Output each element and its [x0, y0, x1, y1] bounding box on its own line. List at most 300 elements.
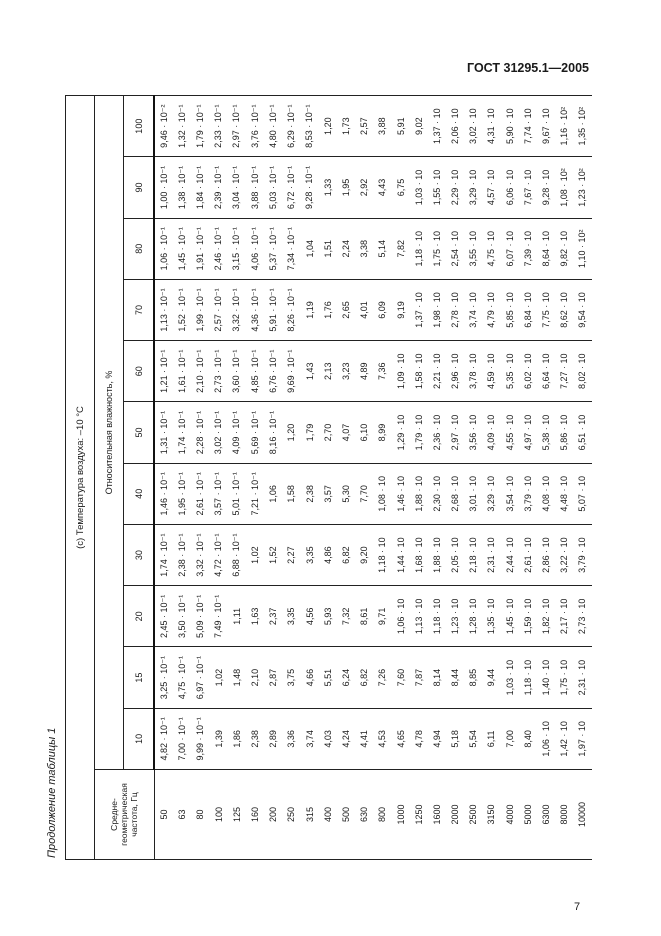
attenuation-cell: 8,85	[464, 647, 482, 708]
table-row	[301, 96, 319, 860]
attenuation-cell: 3,56 · 10	[464, 402, 482, 463]
frequency-cell: 125	[228, 770, 246, 860]
attenuation-cell: 7,32	[337, 586, 355, 647]
attenuation-cell: 2,57 · 10⁻¹	[210, 279, 228, 340]
attenuation-cell: 3,74 · 10	[464, 279, 482, 340]
attenuation-cell: 8,14	[428, 647, 446, 708]
attenuation-cell: 1,59 · 10	[519, 586, 537, 647]
attenuation-cell: 1,88 · 10	[428, 524, 446, 585]
table-row	[228, 96, 246, 860]
attenuation-cell: 1,31 · 10⁻¹	[154, 402, 173, 463]
attenuation-cell: 1,46 · 10⁻¹	[154, 463, 173, 524]
attenuation-cell: 1,74 · 10⁻¹	[154, 524, 173, 585]
attenuation-cell: 4,09 · 10⁻¹	[228, 402, 246, 463]
attenuation-cell: 1,79	[301, 402, 319, 463]
frequency-cell: 63	[173, 770, 191, 860]
attenuation-cell: 1,52	[264, 524, 282, 585]
attenuation-cell: 5,90 · 10	[501, 96, 519, 157]
attenuation-cell: 6,76 · 10⁻¹	[264, 341, 282, 402]
attenuation-cell: 6,10	[355, 402, 373, 463]
attenuation-cell: 5,35 · 10	[501, 341, 519, 402]
attenuation-cell: 4,31 · 10	[482, 96, 500, 157]
table-row	[555, 96, 573, 860]
attenuation-cell: 1,06 · 10⁻¹	[154, 218, 173, 279]
attenuation-cell: 1,95	[337, 157, 355, 218]
attenuation-cell: 7,49 · 10⁻¹	[210, 586, 228, 647]
attenuation-cell: 1,75 · 10	[555, 647, 573, 708]
frequency-cell: 50	[154, 770, 173, 860]
frequency-cell: 3150	[482, 770, 500, 860]
attenuation-cell: 1,06	[264, 463, 282, 524]
attenuation-cell: 2,38	[246, 708, 264, 769]
attenuation-cell: 9,44	[482, 647, 500, 708]
attenuation-cell: 4,94	[428, 708, 446, 769]
attenuation-cell: 2,05 · 10	[446, 524, 464, 585]
attenuation-cell: 1,18 · 10	[428, 586, 446, 647]
attenuation-cell: 1,13 · 10⁻¹	[154, 279, 173, 340]
attenuation-cell: 3,32 · 10⁻¹	[191, 524, 209, 585]
attenuation-cell: 1,23 · 10	[446, 586, 464, 647]
attenuation-cell: 1,88 · 10	[410, 463, 428, 524]
attenuation-cell: 4,79 · 10	[482, 279, 500, 340]
attenuation-cell: 2,44 · 10	[501, 524, 519, 585]
table-row	[501, 96, 519, 860]
attenuation-cell: 1,20	[319, 96, 337, 157]
attenuation-cell: 1,75 · 10	[428, 218, 446, 279]
attenuation-cell: 3,35	[301, 524, 319, 585]
table-row	[410, 96, 428, 860]
attenuation-cell: 2,97 · 10⁻¹	[228, 96, 246, 157]
attenuation-cell: 2,86 · 10	[537, 524, 555, 585]
attenuation-cell: 3,57 · 10⁻¹	[210, 463, 228, 524]
attenuation-cell: 8,02 · 10	[573, 341, 591, 402]
attenuation-cell: 2,61 · 10	[519, 524, 537, 585]
attenuation-cell: 8,61	[355, 586, 373, 647]
attenuation-cell: 1,08 · 10²	[555, 157, 573, 218]
attenuation-cell: 3,88	[373, 96, 391, 157]
attenuation-cell: 4,72 · 10⁻¹	[210, 524, 228, 585]
attenuation-cell: 4,06 · 10⁻¹	[246, 218, 264, 279]
attenuation-cell: 4,48 · 10	[555, 463, 573, 524]
attenuation-cell: 1,08 · 10	[373, 463, 391, 524]
frequency-cell: 2500	[464, 770, 482, 860]
table-body	[154, 96, 592, 860]
attenuation-cell: 1,21 · 10⁻¹	[154, 341, 173, 402]
attenuation-cell: 8,53 · 10⁻¹	[301, 96, 319, 157]
humidity-header: Относительная влажность, %	[95, 96, 124, 770]
attenuation-cell: 3,54 · 10	[501, 463, 519, 524]
attenuation-cell: 1,16 · 10²	[555, 96, 573, 157]
attenuation-cell: 8,26 · 10⁻¹	[282, 279, 300, 340]
attenuation-cell: 3,76 · 10⁻¹	[246, 96, 264, 157]
attenuation-cell: 1,39	[210, 708, 228, 769]
attenuation-cell: 9,02	[410, 96, 428, 157]
attenuation-cell: 1,55 · 10	[428, 157, 446, 218]
attenuation-cell: 4,86	[319, 524, 337, 585]
attenuation-cell: 1,37 · 10	[410, 279, 428, 340]
attenuation-cell: 2,96 · 10	[446, 341, 464, 402]
attenuation-cell: 1,58 · 10	[410, 341, 428, 402]
attenuation-cell: 3,74	[301, 708, 319, 769]
attenuation-cell: 7,74 · 10	[519, 96, 537, 157]
frequency-cell: 315	[301, 770, 319, 860]
attenuation-cell: 9,99 · 10⁻¹	[191, 708, 209, 769]
attenuation-cell: 1,68 · 10	[410, 524, 428, 585]
attenuation-cell: 2,31 · 10	[573, 647, 591, 708]
attenuation-cell: 9,71	[373, 586, 391, 647]
attenuation-cell: 1,74 · 10⁻¹	[173, 402, 191, 463]
attenuation-cell: 4,75 · 10⁻¹	[173, 647, 191, 708]
attenuation-cell: 8,64 · 10	[537, 218, 555, 279]
attenuation-cell: 5,30	[337, 463, 355, 524]
attenuation-cell: 5,91 · 10⁻¹	[264, 279, 282, 340]
attenuation-cell: 4,55 · 10	[501, 402, 519, 463]
attenuation-table	[65, 95, 592, 860]
attenuation-cell: 7,82	[391, 218, 409, 279]
attenuation-cell: 2,92	[355, 157, 373, 218]
attenuation-cell: 6,88 · 10⁻¹	[228, 524, 246, 585]
humidity-level-header: 15	[124, 647, 155, 708]
attenuation-cell: 4,75 · 10	[482, 218, 500, 279]
attenuation-cell: 3,60 · 10⁻¹	[228, 341, 246, 402]
attenuation-cell: 2,30 · 10	[428, 463, 446, 524]
attenuation-cell: 7,34 · 10⁻¹	[282, 218, 300, 279]
attenuation-cell: 6,51 · 10	[573, 402, 591, 463]
attenuation-cell: 1,98 · 10	[428, 279, 446, 340]
attenuation-cell: 4,78	[410, 708, 428, 769]
attenuation-cell: 2,70	[319, 402, 337, 463]
frequency-cell: 500	[337, 770, 355, 860]
attenuation-cell: 2,10	[246, 647, 264, 708]
humidity-levels-row	[124, 96, 155, 860]
attenuation-cell: 5,51	[319, 647, 337, 708]
frequency-cell: 630	[355, 770, 373, 860]
attenuation-cell: 3,50 · 10⁻¹	[173, 586, 191, 647]
frequency-cell: 400	[319, 770, 337, 860]
frequency-cell: 200	[264, 770, 282, 860]
attenuation-cell: 2,39 · 10⁻¹	[210, 157, 228, 218]
attenuation-cell: 1,11	[228, 586, 246, 647]
attenuation-cell: 2,36 · 10	[428, 402, 446, 463]
frequency-cell: 10000	[573, 770, 591, 860]
table-row	[391, 96, 409, 860]
frequency-cell: 1250	[410, 770, 428, 860]
attenuation-cell: 4,80 · 10⁻¹	[264, 96, 282, 157]
attenuation-cell: 6,09	[373, 279, 391, 340]
attenuation-cell: 1,37 · 10	[428, 96, 446, 157]
attenuation-cell: 1,18 · 10	[373, 524, 391, 585]
attenuation-cell: 7,60	[391, 647, 409, 708]
attenuation-cell: 1,23 · 10²	[573, 157, 591, 218]
attenuation-cell: 6,82	[337, 524, 355, 585]
frequency-cell: 6300	[537, 770, 555, 860]
attenuation-cell: 5,07 · 10	[573, 463, 591, 524]
attenuation-cell: 2,97 · 10	[446, 402, 464, 463]
attenuation-cell: 4,85 · 10⁻¹	[246, 341, 264, 402]
attenuation-cell: 6,72 · 10⁻¹	[282, 157, 300, 218]
frequency-cell: 160	[246, 770, 264, 860]
attenuation-cell: 3,55 · 10	[464, 218, 482, 279]
attenuation-cell: 3,88 · 10⁻¹	[246, 157, 264, 218]
attenuation-cell: 1,19	[301, 279, 319, 340]
attenuation-cell: 2,38 · 10⁻¹	[173, 524, 191, 585]
table-row	[519, 96, 537, 860]
attenuation-cell: 9,28 · 10⁻¹	[301, 157, 319, 218]
attenuation-cell: 9,54 · 10	[573, 279, 591, 340]
frequency-cell: 1000	[391, 770, 409, 860]
attenuation-cell: 1,29 · 10	[391, 402, 409, 463]
attenuation-cell: 2,28 · 10⁻¹	[191, 402, 209, 463]
attenuation-cell: 9,69 · 10⁻¹	[282, 341, 300, 402]
attenuation-cell: 7,00 · 10⁻¹	[173, 708, 191, 769]
attenuation-cell: 6,29 · 10⁻¹	[282, 96, 300, 157]
attenuation-cell: 2,38	[301, 463, 319, 524]
attenuation-cell: 3,36	[282, 708, 300, 769]
attenuation-cell: 1,51	[319, 218, 337, 279]
humidity-level-header: 100	[124, 96, 155, 157]
attenuation-cell: 2,78 · 10	[446, 279, 464, 340]
attenuation-cell: 1,84 · 10⁻¹	[191, 157, 209, 218]
attenuation-cell: 7,67 · 10	[519, 157, 537, 218]
attenuation-cell: 1,03 · 10	[410, 157, 428, 218]
attenuation-cell: 2,73 · 10⁻¹	[210, 341, 228, 402]
page-number: 7	[574, 901, 581, 913]
attenuation-cell: 8,16 · 10⁻¹	[264, 402, 282, 463]
attenuation-cell: 4,36 · 10⁻¹	[246, 279, 264, 340]
attenuation-cell: 9,19	[391, 279, 409, 340]
attenuation-cell: 9,67 · 10	[537, 96, 555, 157]
attenuation-cell: 4,57 · 10	[482, 157, 500, 218]
attenuation-cell: 6,02 · 10	[519, 341, 537, 402]
table-row	[573, 96, 591, 860]
frequency-header: Средне-геометрическая частота, Гц	[95, 770, 155, 860]
attenuation-cell: 3,29 · 10	[482, 463, 500, 524]
attenuation-cell: 1,35 · 10	[482, 586, 500, 647]
attenuation-cell: 6,64 · 10	[537, 341, 555, 402]
frequency-cell: 5000	[519, 770, 537, 860]
attenuation-cell: 3,78 · 10	[464, 341, 482, 402]
attenuation-cell: 7,27 · 10	[555, 341, 573, 402]
attenuation-cell: 2,46 · 10⁻¹	[210, 218, 228, 279]
attenuation-cell: 3,15 · 10⁻¹	[228, 218, 246, 279]
attenuation-cell: 1,44 · 10	[391, 524, 409, 585]
attenuation-cell: 9,28 · 10	[537, 157, 555, 218]
attenuation-cell: 1,04	[301, 218, 319, 279]
table-row	[282, 96, 300, 860]
attenuation-cell: 5,69 · 10⁻¹	[246, 402, 264, 463]
frequency-cell: 250	[282, 770, 300, 860]
table-row	[154, 96, 173, 860]
attenuation-cell: 1,95 · 10⁻¹	[173, 463, 191, 524]
attenuation-cell: 8,62 · 10	[555, 279, 573, 340]
attenuation-cell: 9,46 · 10⁻²	[154, 96, 173, 157]
attenuation-cell: 7,36	[373, 341, 391, 402]
attenuation-cell: 3,79 · 10	[573, 524, 591, 585]
attenuation-cell: 2,68 · 10	[446, 463, 464, 524]
attenuation-cell: 1,18 · 10	[410, 218, 428, 279]
attenuation-cell: 1,38 · 10⁻¹	[173, 157, 191, 218]
attenuation-cell: 4,89	[355, 341, 373, 402]
table-row	[464, 96, 482, 860]
attenuation-cell: 3,23	[337, 341, 355, 402]
attenuation-cell: 1,82 · 10	[537, 586, 555, 647]
attenuation-cell: 1,76	[319, 279, 337, 340]
attenuation-cell: 5,09 · 10⁻¹	[191, 586, 209, 647]
humidity-level-header: 80	[124, 218, 155, 279]
attenuation-cell: 2,21 · 10	[428, 341, 446, 402]
frequency-cell: 800	[373, 770, 391, 860]
attenuation-cell: 7,00	[501, 708, 519, 769]
attenuation-cell: 4,24	[337, 708, 355, 769]
attenuation-cell: 1,09 · 10	[391, 341, 409, 402]
attenuation-cell: 1,45 · 10⁻¹	[173, 218, 191, 279]
frequency-cell: 2000	[446, 770, 464, 860]
attenuation-cell: 2,45 · 10⁻¹	[154, 586, 173, 647]
attenuation-cell: 5,01 · 10⁻¹	[228, 463, 246, 524]
attenuation-cell: 3,29 · 10	[464, 157, 482, 218]
attenuation-cell: 4,66	[301, 647, 319, 708]
attenuation-cell: 7,39 · 10	[519, 218, 537, 279]
attenuation-cell: 3,79 · 10	[519, 463, 537, 524]
attenuation-cell: 6,06 · 10	[501, 157, 519, 218]
attenuation-cell: 1,86	[228, 708, 246, 769]
attenuation-cell: 1,58	[282, 463, 300, 524]
attenuation-cell: 4,03	[319, 708, 337, 769]
attenuation-cell: 2,24	[337, 218, 355, 279]
attenuation-cell: 1,40 · 10	[537, 647, 555, 708]
humidity-level-header: 20	[124, 586, 155, 647]
attenuation-cell: 1,06 · 10	[537, 708, 555, 769]
attenuation-cell: 1,99 · 10⁻¹	[191, 279, 209, 340]
attenuation-cell: 1,33	[319, 157, 337, 218]
attenuation-cell: 1,43	[301, 341, 319, 402]
attenuation-cell: 3,75	[282, 647, 300, 708]
table-row	[246, 96, 264, 860]
attenuation-cell: 3,35	[282, 586, 300, 647]
attenuation-cell: 1,45 · 10	[501, 586, 519, 647]
attenuation-cell: 7,87	[410, 647, 428, 708]
attenuation-cell: 1,48	[228, 647, 246, 708]
attenuation-cell: 2,27	[282, 524, 300, 585]
humidity-level-header: 70	[124, 279, 155, 340]
attenuation-cell: 8,40	[519, 708, 537, 769]
frequency-cell: 8000	[555, 770, 573, 860]
attenuation-cell: 1,02	[210, 647, 228, 708]
table-row	[482, 96, 500, 860]
attenuation-cell: 1,46 · 10	[391, 463, 409, 524]
attenuation-cell: 2,61 · 10⁻¹	[191, 463, 209, 524]
rotated-table-block	[40, 95, 592, 860]
attenuation-cell: 9,82 · 10	[555, 218, 573, 279]
attenuation-cell: 4,07	[337, 402, 355, 463]
attenuation-cell: 3,57	[319, 463, 337, 524]
attenuation-cell: 4,08 · 10	[537, 463, 555, 524]
attenuation-cell: 1,97 · 10	[573, 708, 591, 769]
attenuation-cell: 7,21 · 10⁻¹	[246, 463, 264, 524]
table-row	[373, 96, 391, 860]
attenuation-cell: 1,06 · 10	[391, 586, 409, 647]
attenuation-cell: 7,70	[355, 463, 373, 524]
attenuation-cell: 1,02	[246, 524, 264, 585]
attenuation-cell: 1,32 · 10⁻¹	[173, 96, 191, 157]
table-caption: Продолжение таблицы 1	[46, 727, 58, 858]
attenuation-cell: 2,87	[264, 647, 282, 708]
table-row	[264, 96, 282, 860]
attenuation-cell: 1,73	[337, 96, 355, 157]
attenuation-cell: 2,18 · 10	[464, 524, 482, 585]
attenuation-cell: 4,41	[355, 708, 373, 769]
attenuation-cell: 5,14	[373, 218, 391, 279]
attenuation-cell: 3,38	[355, 218, 373, 279]
humidity-level-header: 50	[124, 402, 155, 463]
attenuation-cell: 5,91	[391, 96, 409, 157]
attenuation-cell: 6,07 · 10	[501, 218, 519, 279]
attenuation-cell: 7,75 · 10	[537, 279, 555, 340]
attenuation-cell: 4,65	[391, 708, 409, 769]
table-row	[210, 96, 228, 860]
attenuation-cell: 5,18	[446, 708, 464, 769]
attenuation-cell: 4,53	[373, 708, 391, 769]
table-row	[355, 96, 373, 860]
attenuation-cell: 1,20	[282, 402, 300, 463]
attenuation-cell: 3,01 · 10	[464, 463, 482, 524]
attenuation-cell: 4,43	[373, 157, 391, 218]
attenuation-cell: 6,75	[391, 157, 409, 218]
attenuation-cell: 5,85 · 10	[501, 279, 519, 340]
attenuation-cell: 6,84 · 10	[519, 279, 537, 340]
attenuation-cell: 2,54 · 10	[446, 218, 464, 279]
attenuation-cell: 8,44	[446, 647, 464, 708]
attenuation-cell: 6,82	[355, 647, 373, 708]
attenuation-cell: 5,86 · 10	[555, 402, 573, 463]
attenuation-cell: 1,18 · 10	[519, 647, 537, 708]
attenuation-cell: 3,02 · 10	[464, 96, 482, 157]
table-row	[191, 96, 209, 860]
attenuation-cell: 3,32 · 10⁻¹	[228, 279, 246, 340]
attenuation-cell: 1,63	[246, 586, 264, 647]
attenuation-cell: 1,91 · 10⁻¹	[191, 218, 209, 279]
attenuation-cell: 4,56	[301, 586, 319, 647]
attenuation-cell: 1,13 · 10	[410, 586, 428, 647]
attenuation-cell: 2,13	[319, 341, 337, 402]
humidity-level-header: 30	[124, 524, 155, 585]
humidity-level-header: 40	[124, 463, 155, 524]
attenuation-cell: 4,01	[355, 279, 373, 340]
table-row	[446, 96, 464, 860]
standard-designation: ГОСТ 31295.1—2005	[467, 61, 589, 75]
attenuation-cell: 2,89	[264, 708, 282, 769]
attenuation-cell: 6,11	[482, 708, 500, 769]
attenuation-cell: 2,29 · 10	[446, 157, 464, 218]
attenuation-cell: 1,00 · 10⁻¹	[154, 157, 173, 218]
table-row	[537, 96, 555, 860]
attenuation-cell: 7,26	[373, 647, 391, 708]
attenuation-cell: 3,25 · 10⁻¹	[154, 647, 173, 708]
frequency-cell: 4000	[501, 770, 519, 860]
attenuation-cell: 1,42 · 10	[555, 708, 573, 769]
attenuation-cell: 2,31 · 10	[482, 524, 500, 585]
attenuation-cell: 4,97 · 10	[519, 402, 537, 463]
frequency-cell: 1600	[428, 770, 446, 860]
table-title: (с) Температура воздуха: –10 °С	[66, 96, 95, 860]
attenuation-cell: 1,28 · 10	[464, 586, 482, 647]
attenuation-cell: 4,59 · 10	[482, 341, 500, 402]
attenuation-cell: 2,73 · 10	[573, 586, 591, 647]
attenuation-cell: 2,17 · 10	[555, 586, 573, 647]
table-row	[428, 96, 446, 860]
attenuation-cell: 1,10 · 10²	[573, 218, 591, 279]
frequency-cell: 100	[210, 770, 228, 860]
